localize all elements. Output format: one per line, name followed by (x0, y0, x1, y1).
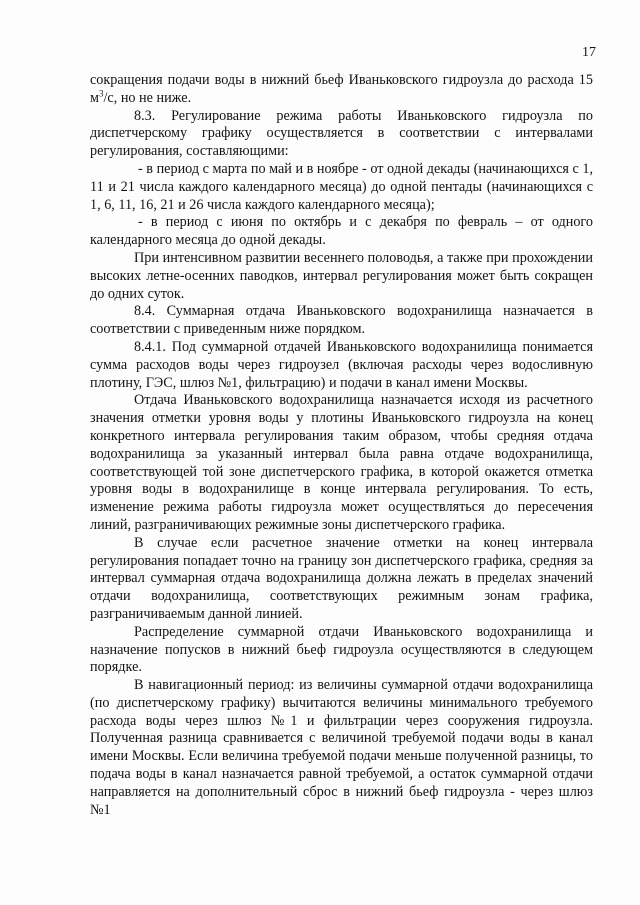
paragraph-distribution: Распределение суммарной отдачи Иваньковского водохранилища и назначение попусков в нижний бьеф гидроузла осуществляются в следующем порядке. (90, 623, 593, 676)
paragraph-navigation-period: В навигационный период: из величины суммарной отдачи водохранилища (по диспетчерскому графику) вычитаются величины минимального требуемого расхода воды через шлюз №1 и фильтрации через сооружения гидроузла. Полученная разница сравнивается с величиной требуемой подачи воды в канал имени Москвы. Если величина требуемой подачи меньше полученной разницы, то подача воды в канал назначается равной требуемой, а остаток суммарной отдачи направляется на дополнительный сброс в нижний бьеф гидроузла - через шлюз №1 (90, 677, 593, 818)
paragraph-flood-note: При интенсивном развитии весеннего половодья, а также при прохождении высоких летне-осенних паводков, интервал регулирования может быть сокращен до одних суток. (90, 249, 593, 302)
page-number: 17 (582, 45, 596, 60)
superscript: 3 (98, 88, 104, 99)
paragraph-1: сокращения подачи воды в нижний бьеф Иваньковского гидроузла до расхода 15 $м^3/с$, но не ниже. (90, 72, 593, 106)
paragraph-reservoir-output: Отдача Иваньковского водохранилища назначается исходя из расчетного значения отметки уровня воды у плотины Иваньковского гидроузла на конец конкретного интервала регулирования таким образом, чтобы средняя отдача водохранилища за указанный интервал была равна отдаче водохранилища, соответствующей той зоне диспетчерского графика, в которой окажется отметка уровня воды в водохранилище в конце интервала регулирования. То есть, изменение режима работы гидроузла может осуществляться до пересечения линий, разграничивающих режимные зоны диспетчерского графика. (90, 392, 593, 533)
paragraph-spring-period: - в период с марта по май и в ноябре - от одной декады (начинающихся с 1, 11 и 21 числа каждого календарного месяца) до одной пентады (начинающихся с 1, 6, 11, 16, 21 и 26 числа каждого календарного месяца); (90, 160, 593, 213)
paragraph-8-4-1: 8.4.1. Под суммарной отдачей Иваньковского водохранилища понимается сумма расходов воды через гидроузел (включая расходы через водосливную плотину, ГЭС, шлюз №1, фильтрацию) и подачи в канал имени Москвы. (90, 338, 593, 391)
paragraph-8-3: 8.3. Регулирование режима работы Иваньковского гидроузла по диспетчерскому графику осуществляется в соответствии с интервалами регулирования, составляющими: (90, 107, 593, 160)
document-body (90, 72, 593, 819)
paragraph-8-4: 8.4. Суммарная отдача Иваньковского водохранилища назначается в соответствии с приведенным ниже порядком. (90, 303, 593, 338)
paragraph-boundary-case: В случае если расчетное значение отметки на конец интервала регулирования попадает точно на границу зон диспетчерского графика, средняя за интервал суммарная отдача водохранилища должна лежать в пределах значений отдачи водохранилища, соответствующих режимным зонам графика, разграничиваемым данной линией. (90, 534, 593, 622)
paragraph-summer-period: - в период с июня по октябрь и с декабря по февраль – от одного календарного месяца до одной декады. (90, 214, 593, 249)
